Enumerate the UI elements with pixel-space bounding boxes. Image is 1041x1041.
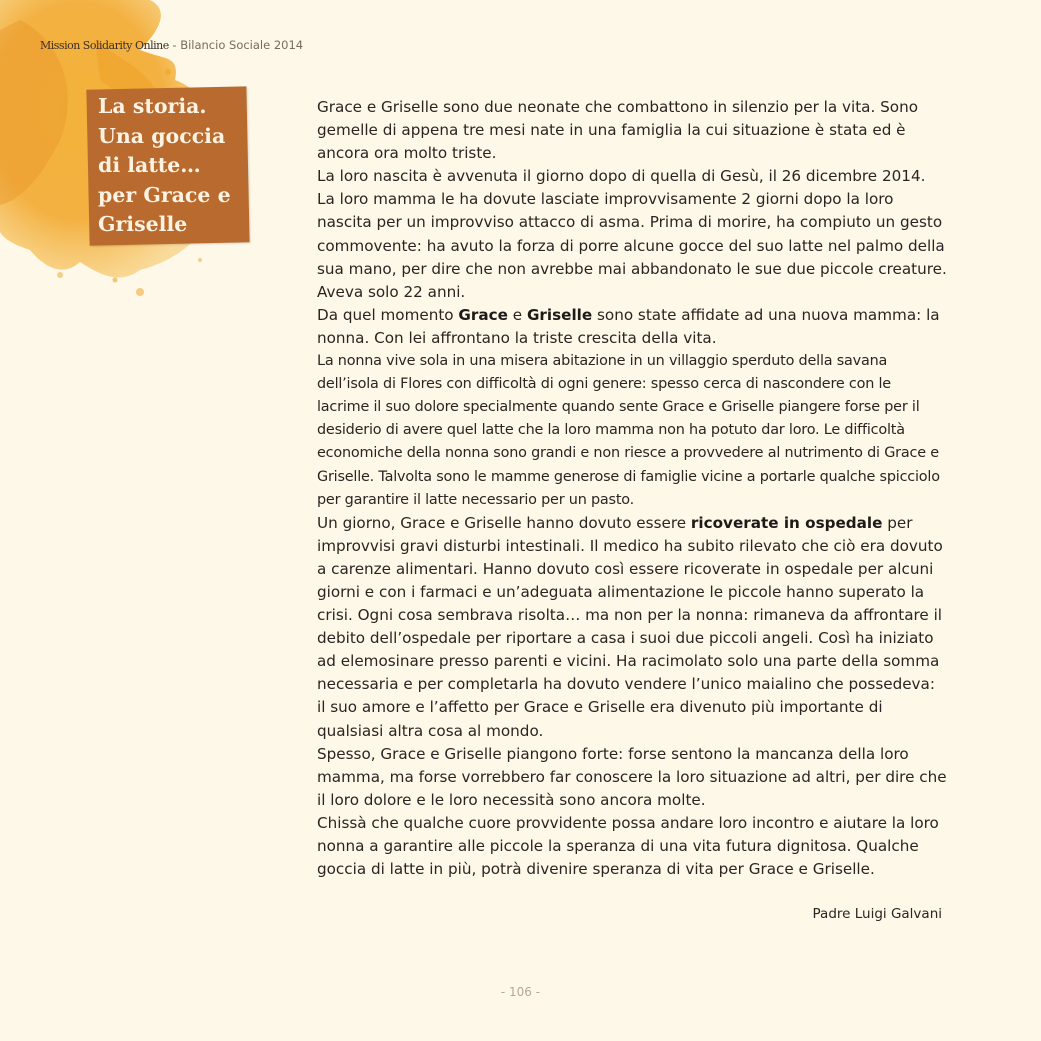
report-title: - Bilancio Sociale 2014 xyxy=(168,38,304,52)
paragraph-1: Grace e Griselle sono due neonate che combattono in silenzio per la vita. Sono gemelle di appena tre mesi nate in una famiglia la cui situazione è stata ed è ancora ora molto triste. xyxy=(317,98,918,163)
hospital-emphasis: ricoverate in ospedale xyxy=(690,513,883,532)
paragraph-2: La loro nascita è avvenuta il giorno dopo di quella di Gesù, il 26 dicembre 2014. La loro mamma le ha dovute lasciate improvvisamente 2 giorni dopo la loro nascita per un improvviso attacco di asma. Prima di morire, ha compiuto un gesto commovente: ha avuto la forza di porre alcune gocce del suo latte nel palmo della sua mano, per dire che non avrebbe mai abbandonato le sue due piccole creature. Aveva solo 22 anni. xyxy=(317,167,947,301)
page-header xyxy=(40,38,303,52)
author-signature: Padre Luigi Galvani xyxy=(812,906,942,922)
paragraph-4: La nonna vive sola in una misera abitazione in un villaggio sperduto della savana dell’isola di Flores con difficoltà di ogni genere: spesso cerca di nascondere con le lacrime il suo dolore specialmente quando sente Grace e Griselle piangere forse per il desiderio di avere quel latte che la loro mamma non ha potuto dar loro. Le difficoltà economiche della nonna sono grandi e non riesce a provvedere al nutrimento di Grace e Griselle. Talvolta sono le mamme generose di famiglie vicine a portarle qualche spicciolo per garantire il latte necessario per un pasto. xyxy=(317,353,940,508)
paragraph-6: Spesso, Grace e Griselle piangono forte: forse sentono la mancanza della loro mamma, ma forse vorrebbero far conoscere la loro situazione ad altri, per dire che il loro dolore e le loro necessità sono ancora molte. xyxy=(317,744,947,809)
publisher-logo: Mission Solidarity Online xyxy=(40,39,169,52)
paragraph-7: Chissà che qualche cuore provvidente possa andare loro incontro e aiutare la loro nonna a garantire alle piccole la speranza di una vita futura dignitosa. Qualche goccia di latte in più, potrà divenire speranza di vita per Grace e Griselle. xyxy=(317,813,939,879)
paragraph-3: Da quel momento Grace e Griselle sono state affidate ad una nuova mamma: la nonna. Con lei affrontano la triste crescita della vita. xyxy=(317,305,940,347)
paragraph-5: Un giorno, Grace e Griselle hanno dovuto essere ricoverate in ospedale per improvvisi gravi disturbi intestinali. Il medico ha subito rilevato che ciò era dovuto a carenze alimentari. Hanno dovuto così essere ricoverate in ospedale per alcuni giorni e con i farmaci e un’adeguata alimentazione le piccole hanno superato la crisi. Ogni cosa sembrava risolta… ma non per la nonna: rimaneva da affrontare il debito dell’ospedale per riportare a casa i suoi due piccoli angeli. Così ha iniziato ad elemosinare presso parenti e vicini. Ha racimolato solo una parte della somma necessaria e per completarla ha dovuto vendere l’unico maialino che possedeva: il suo amore e l’affetto per Grace e Griselle era divenuto più importante di qualsiasi altra cosa al mondo. xyxy=(317,513,943,740)
page-number: - 106 - xyxy=(500,985,541,999)
story-title: La storia. Una goccia di latte… per Grace e Griselle xyxy=(98,94,231,236)
story-title-box xyxy=(88,88,248,248)
name-griselle: Griselle xyxy=(526,305,593,324)
name-grace: Grace xyxy=(458,305,508,324)
story-body xyxy=(317,96,947,881)
